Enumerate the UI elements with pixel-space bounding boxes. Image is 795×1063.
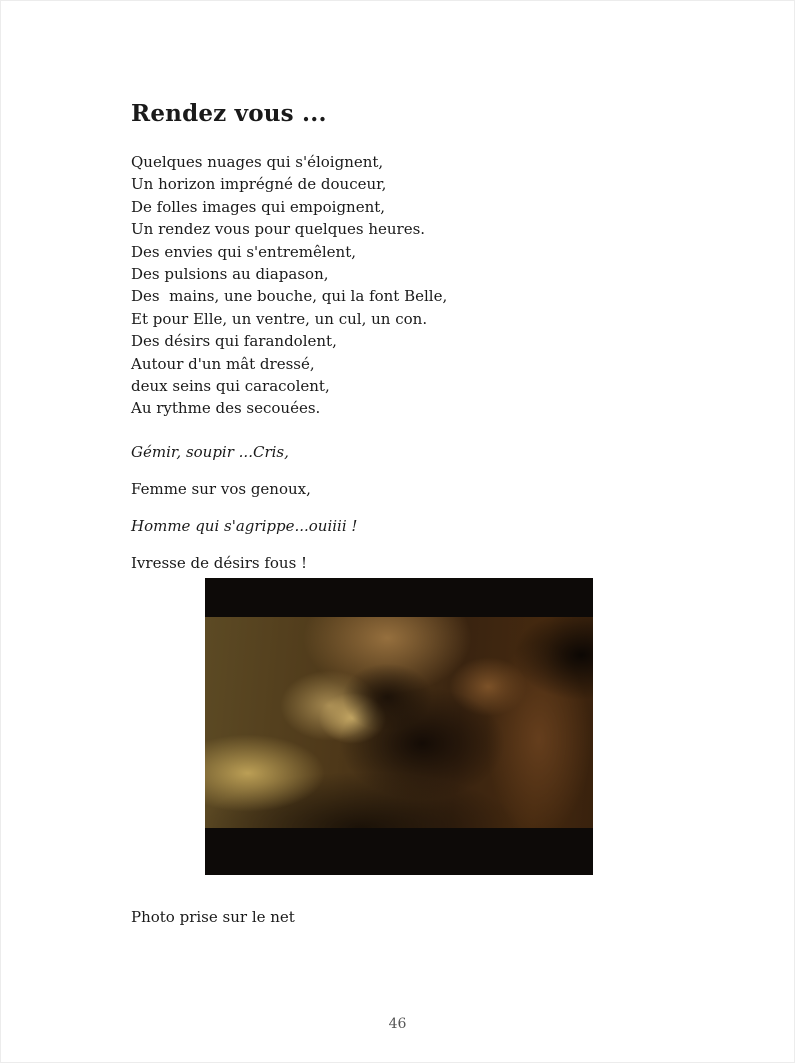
poem-line: Un horizon imprégné de douceur, (131, 175, 387, 194)
poem-line: Des envies qui s'entremêlent, (131, 242, 357, 261)
poem-line: Et pour Elle, un ventre, un cul, un con. (131, 309, 428, 328)
poem-photo-frame (205, 578, 593, 875)
photo-caption: Photo prise sur le net (131, 908, 295, 926)
poem-content (131, 100, 671, 589)
poem-photo (205, 617, 593, 828)
poem-line: Des pulsions au diapason, (131, 265, 329, 284)
poem-refrain-line: Femme sur vos genoux, (131, 479, 311, 498)
page-title: Rendez vous ... (131, 100, 327, 127)
poem-stanza (131, 151, 671, 420)
poem-line: Autour d'un mât dressé, (131, 354, 315, 373)
poem-line: Quelques nuages qui s'éloignent, (131, 153, 384, 171)
poem-line: Des mains, une bouche, qui la font Belle, (131, 287, 448, 306)
poem-refrain-line: Gémir, soupir ...Cris, (131, 442, 289, 461)
poem-line: deux seins qui caracolent, (131, 377, 330, 396)
poem-line: De folles images qui empoignent, (131, 197, 386, 216)
poem-refrain-line: Homme qui s'agrippe...ouiiii ! (131, 516, 358, 535)
poem-line: Un rendez vous pour quelques heures. (131, 220, 426, 239)
poem-line: Des désirs qui farandolent, (131, 332, 337, 351)
page-number: 46 (388, 1016, 407, 1032)
poem-line: Au rythme des secouées. (131, 399, 321, 418)
poem-refrain-line: Ivresse de désirs fous ! (131, 553, 308, 572)
